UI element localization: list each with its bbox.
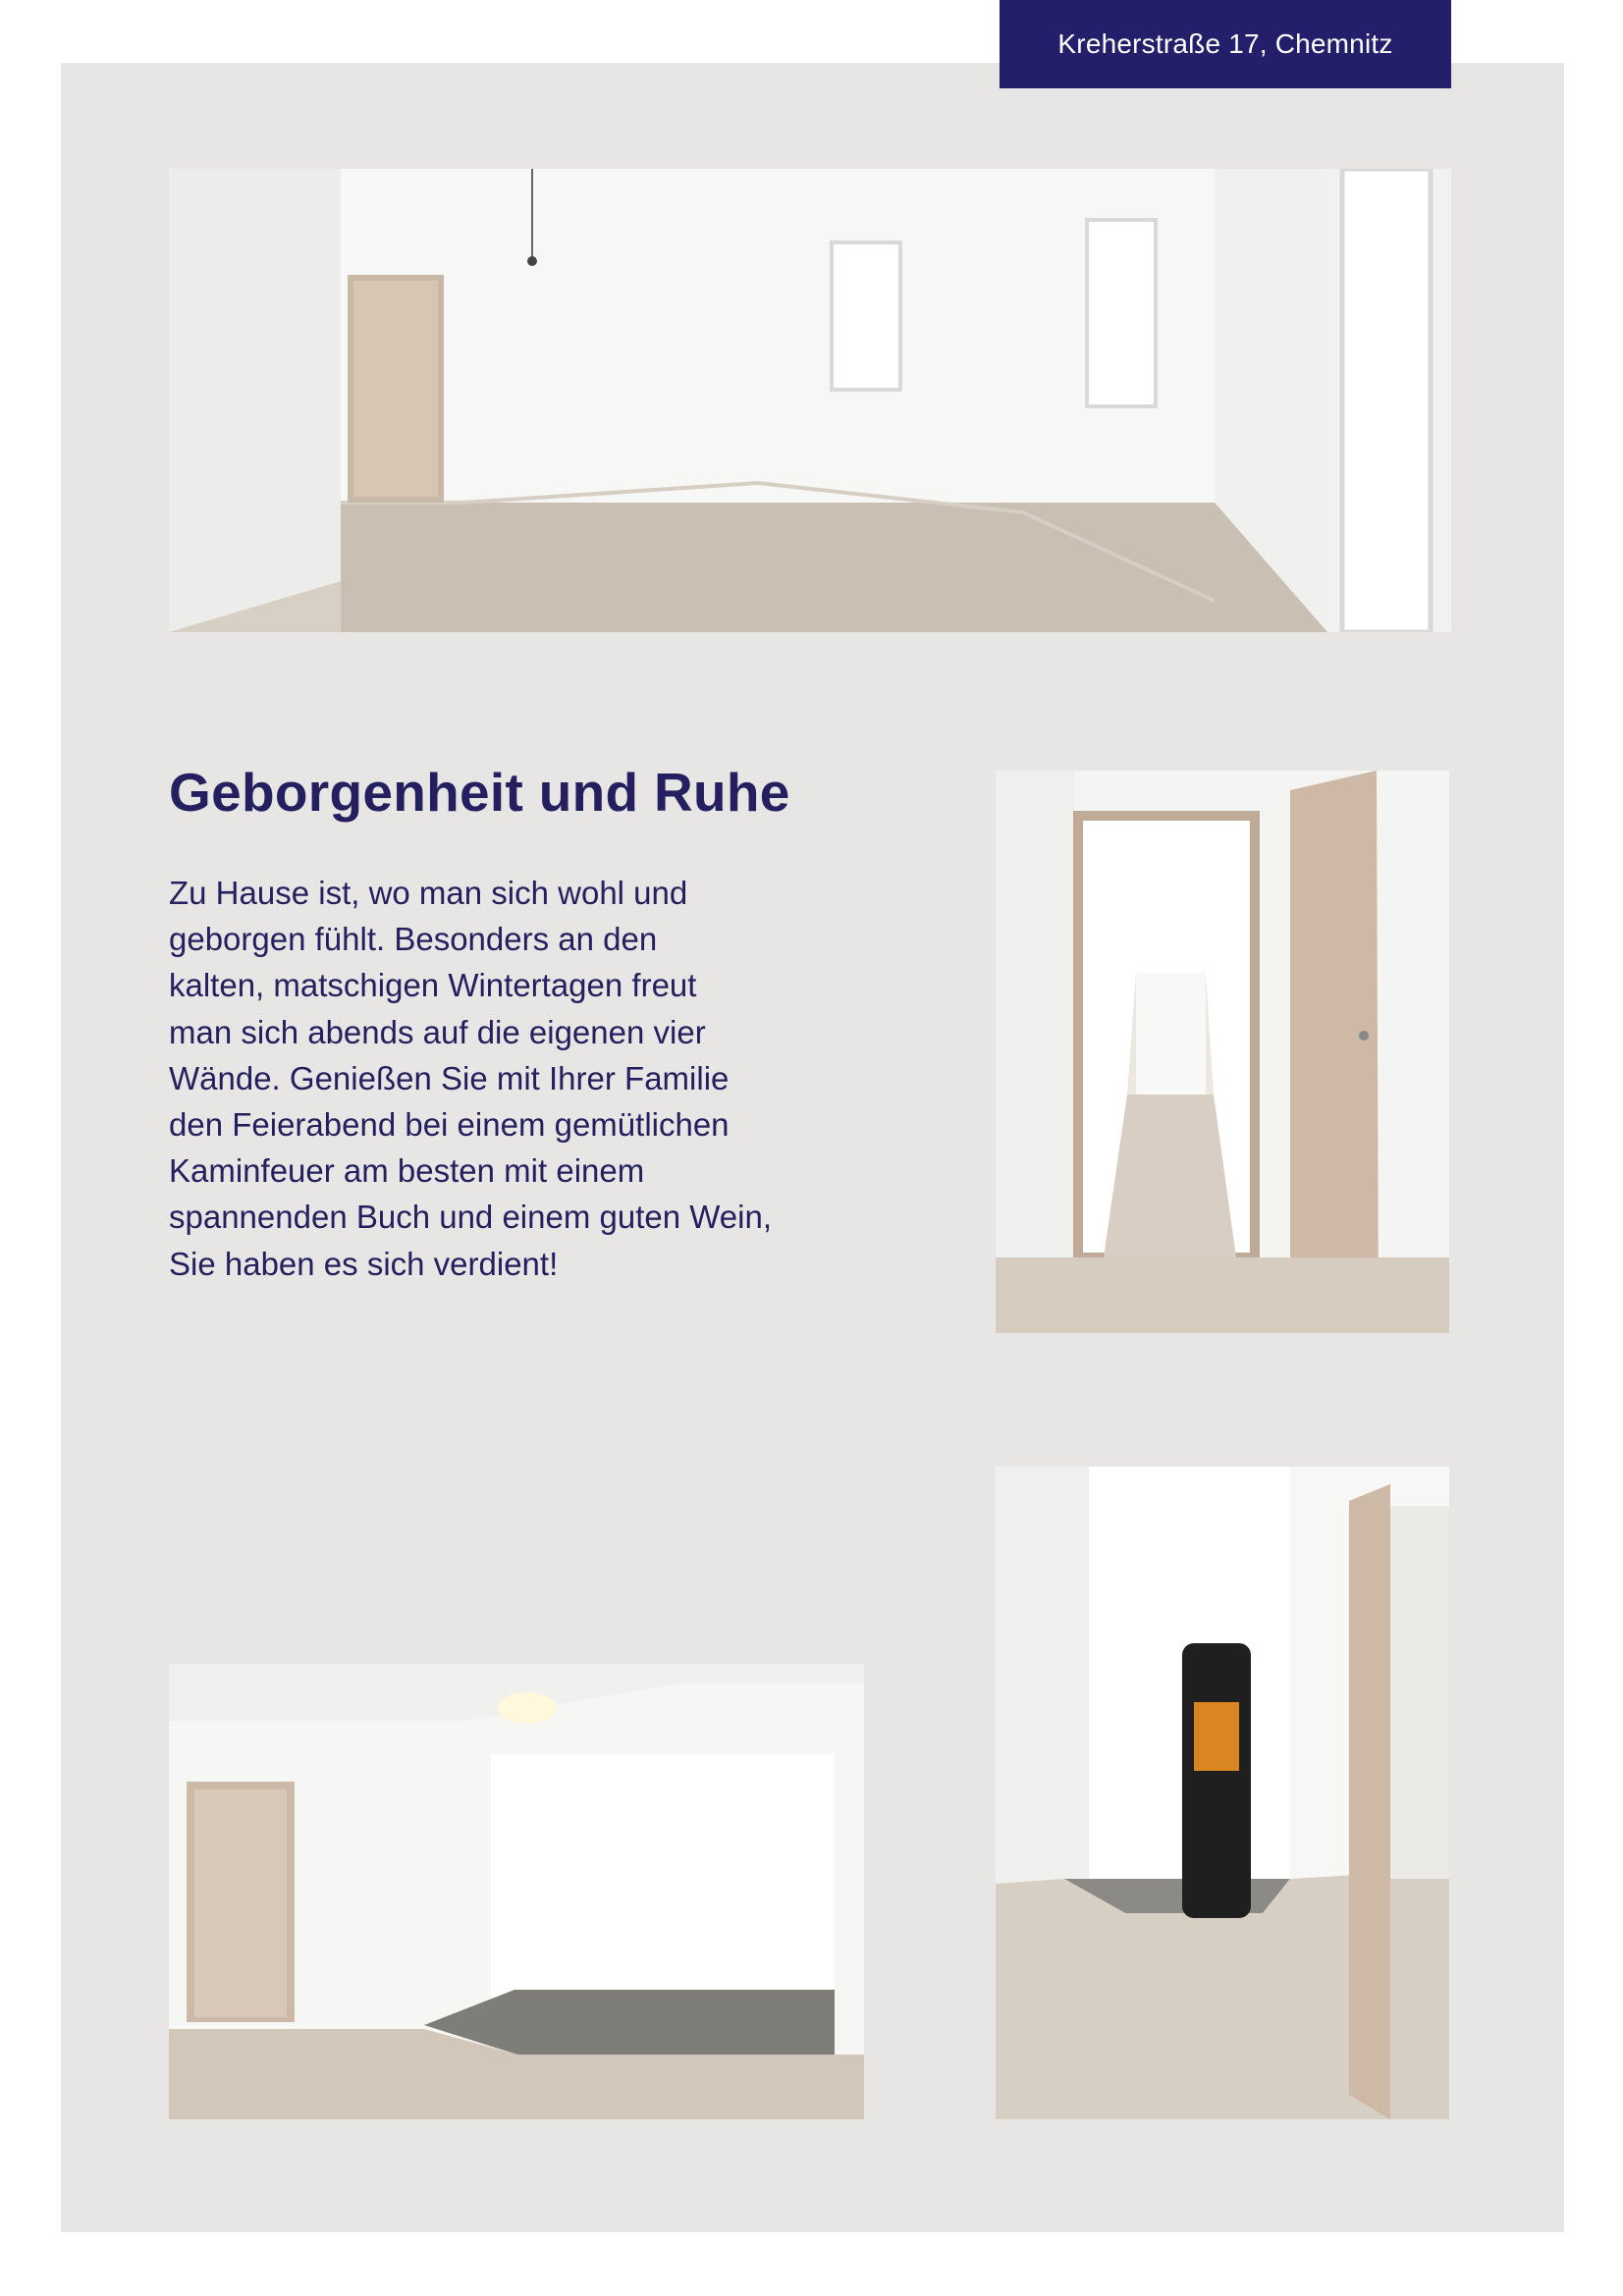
body-line: Wände. Genießen Sie mit Ihrer Familie <box>169 1059 730 1096</box>
hallway-door-photo <box>996 771 1449 1333</box>
body-line: den Feierabend bei einem gemütlichen <box>169 1106 730 1144</box>
body-line: Zu Hause ist, wo man sich wohl und <box>169 875 688 911</box>
section-body <box>169 870 866 1287</box>
body-line: kalten, matschigen Wintertagen freut <box>169 967 697 1004</box>
body-line: geborgen fühlt. Besonders an den <box>169 921 658 958</box>
body-line: spannenden Buch und einem guten Wein, <box>169 1199 773 1236</box>
section-title: Geborgenheit und Ruhe <box>169 762 790 823</box>
panorama-room-photo <box>169 169 1451 632</box>
body-line: Sie haben es sich verdient! <box>169 1245 559 1282</box>
address-tab: Kreherstraße 17, Chemnitz <box>1000 0 1451 88</box>
fireplace-stove-photo <box>996 1467 1449 2119</box>
body-line: man sich abends auf die eigenen vier <box>169 1013 706 1050</box>
living-room-photo <box>169 1664 864 2119</box>
body-line: Kaminfeuer am besten mit einem <box>169 1152 645 1190</box>
